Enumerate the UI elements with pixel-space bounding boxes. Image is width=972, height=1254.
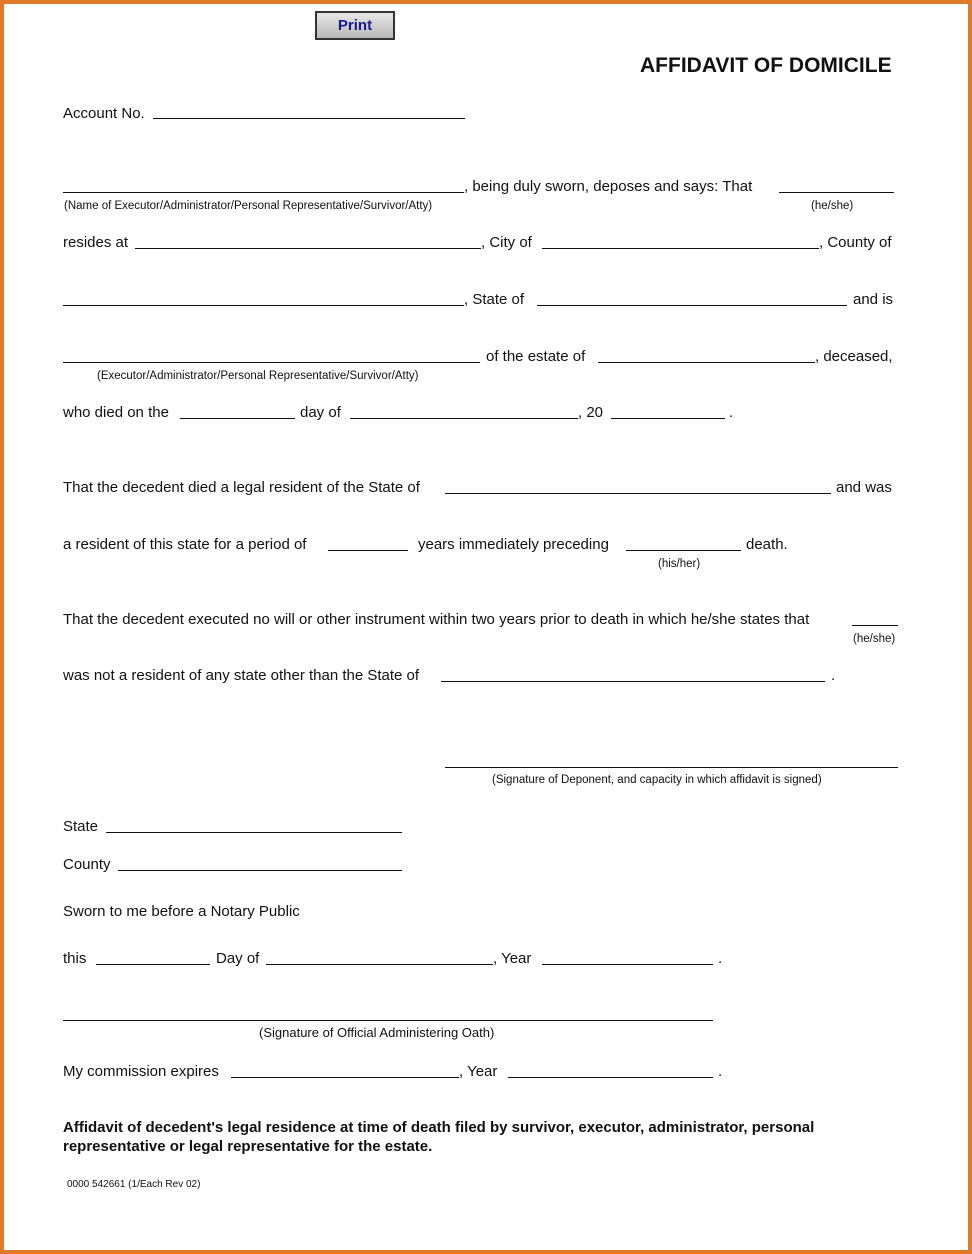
notary-month-field[interactable]	[266, 964, 493, 965]
executor-caption: (Executor/Administrator/Personal Representative/Survivor/Atty)	[97, 370, 419, 382]
legal-resident-text: That the decedent died a legal resident of the State of	[63, 479, 420, 496]
form-number: 0000 542661 (1/Each Rev 02)	[67, 1179, 201, 1190]
and-was-text: and was	[836, 479, 892, 496]
print-button[interactable]: Print	[315, 11, 395, 40]
year-label-2: , Year	[459, 1063, 498, 1080]
other-state-field[interactable]	[441, 681, 825, 682]
notary-day-field[interactable]	[96, 964, 210, 965]
city-of-label: , City of	[481, 234, 532, 251]
years-preceding-text: years immediately preceding	[418, 536, 609, 553]
county-field[interactable]	[63, 305, 464, 306]
account-no-field[interactable]	[153, 118, 465, 119]
being-sworn-text: , being duly sworn, deposes and says: That	[464, 178, 753, 195]
hisher-caption: (his/her)	[658, 558, 701, 570]
who-died-text: who died on the	[63, 404, 169, 421]
official-signature-field[interactable]	[63, 1020, 713, 1021]
death-text: death.	[746, 536, 788, 553]
heshe-caption-2: (he/she)	[853, 633, 896, 645]
period-text-1: .	[729, 404, 734, 421]
death-day-field[interactable]	[180, 418, 295, 419]
footer-note-line-1: Affidavit of decedent's legal residence at time of death filed by survivor, executor, administrator, personal	[63, 1119, 815, 1136]
address-field[interactable]	[135, 248, 481, 249]
sworn-text: Sworn to me before a Notary Public	[63, 903, 300, 920]
state-field[interactable]	[537, 305, 847, 306]
deceased-text: , deceased,	[815, 348, 893, 365]
this-label: this	[63, 950, 87, 967]
heshe-caption-1: (he/she)	[811, 200, 854, 212]
executor-name-field[interactable]	[63, 192, 464, 193]
footer-note-line-2: representative or legal representative for the estate.	[63, 1138, 433, 1155]
resident-state-field[interactable]	[445, 493, 831, 494]
period-text-4: .	[718, 1063, 723, 1080]
years-field[interactable]	[328, 550, 408, 551]
capacity-field[interactable]	[63, 362, 480, 363]
deponent-signature-field[interactable]	[445, 767, 898, 768]
not-resident-text: was not a resident of any state other than the State of	[63, 667, 420, 684]
deponent-signature-caption: (Signature of Deponent, and capacity in which affidavit is signed)	[492, 774, 822, 786]
notary-year-field[interactable]	[542, 964, 713, 965]
decedent-name-field[interactable]	[598, 362, 815, 363]
document-title: AFFIDAVIT OF DOMICILE	[640, 54, 892, 77]
death-year-field[interactable]	[611, 418, 725, 419]
no-will-text: That the decedent executed no will or other instrument within two years prior to death in which he/she states that	[63, 611, 810, 628]
commission-expires-label: My commission expires	[63, 1063, 219, 1080]
estate-of-text: of the estate of	[486, 348, 586, 365]
account-no-label: Account No.	[63, 105, 145, 122]
notary-county-field[interactable]	[118, 870, 402, 871]
day-of-text: day of	[300, 404, 341, 421]
period-text-2: .	[831, 667, 836, 684]
commission-date-field[interactable]	[231, 1077, 459, 1078]
city-field[interactable]	[542, 248, 819, 249]
year-label-1: , Year	[493, 950, 532, 967]
notary-state-field[interactable]	[106, 832, 402, 833]
day-of-label-2: Day of	[216, 950, 260, 967]
county-label: County	[63, 856, 111, 873]
state-of-label: , State of	[464, 291, 525, 308]
year-20-text: , 20	[578, 404, 604, 421]
county-of-label: , County of	[819, 234, 892, 251]
resident-period-text: a resident of this state for a period of	[63, 536, 307, 553]
official-signature-caption: (Signature of Official Administering Oath)	[259, 1025, 495, 1040]
commission-year-field[interactable]	[508, 1077, 713, 1078]
period-text-3: .	[718, 950, 723, 967]
and-is-text: and is	[853, 291, 894, 308]
heshe-field-1[interactable]	[779, 192, 894, 193]
hisher-field[interactable]	[626, 550, 741, 551]
name-caption: (Name of Executor/Administrator/Personal Representative/Survivor/Atty)	[64, 200, 433, 212]
state-label: State	[63, 818, 99, 835]
heshe-field-2[interactable]	[852, 625, 898, 626]
death-month-field[interactable]	[350, 418, 578, 419]
resides-at-label: resides at	[63, 234, 129, 251]
